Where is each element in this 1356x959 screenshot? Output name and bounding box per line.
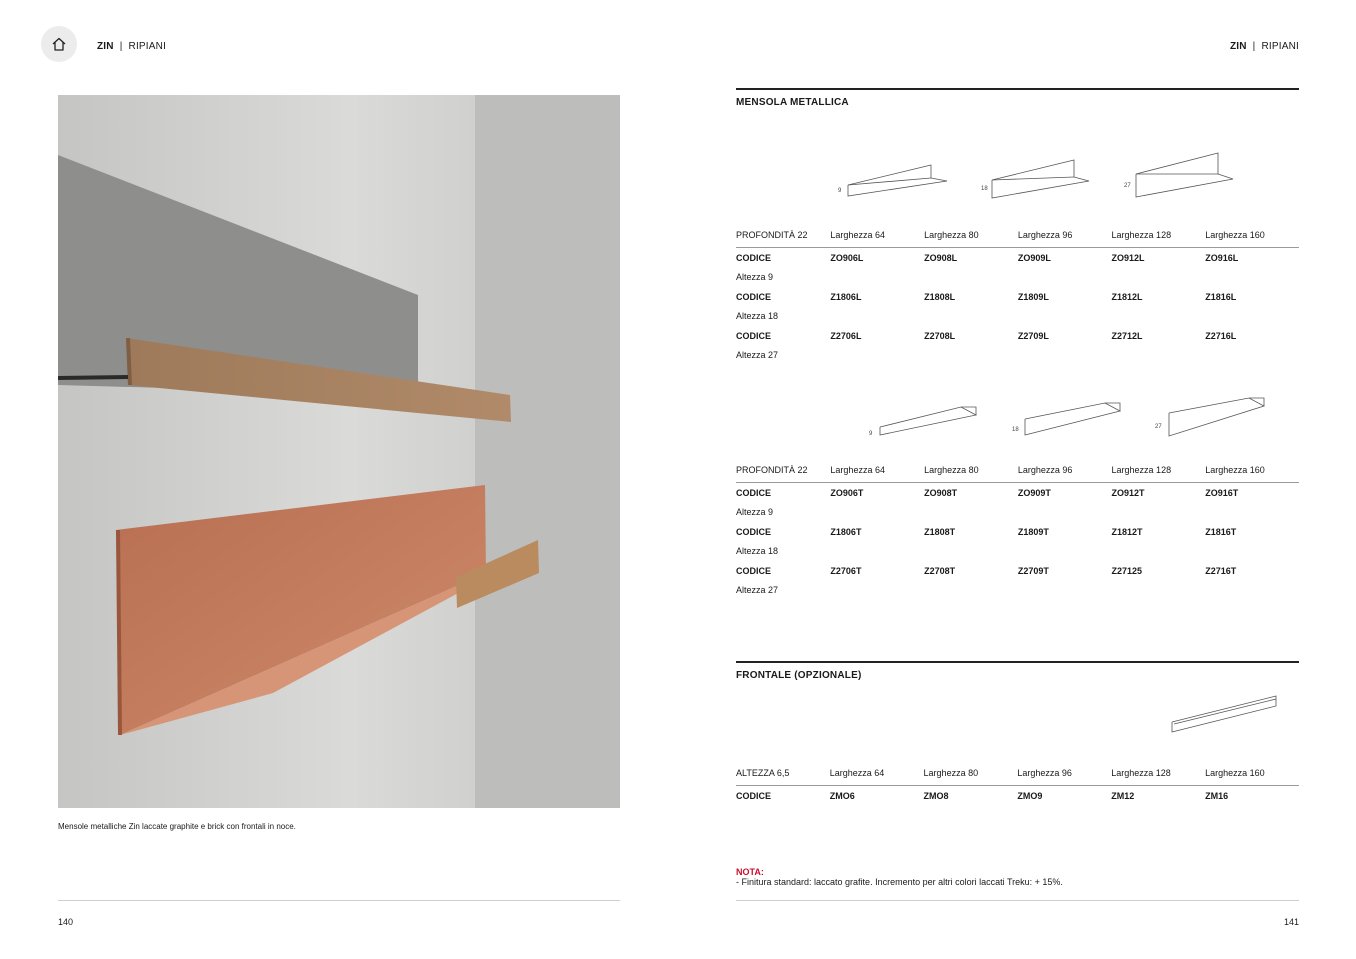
- product-photo: [58, 95, 620, 808]
- table-cell: Z2712L: [1111, 330, 1143, 341]
- table-cell: [1112, 581, 1206, 601]
- table-cell: Altezza 18: [736, 311, 779, 322]
- table-cell: ZO906L: [830, 252, 864, 263]
- breadcrumb-section: RIPIANI: [128, 41, 167, 52]
- table-cell: Z2708T: [924, 565, 956, 576]
- breadcrumb-right: ZIN | RIPIANI: [1229, 41, 1299, 52]
- table-cell: Z27125: [1111, 565, 1143, 576]
- table-cell: [924, 503, 1018, 523]
- page-number-right: 141: [1283, 917, 1299, 927]
- label-h18: 18: [981, 186, 988, 192]
- table-row: [736, 786, 1299, 806]
- table-cell: Z1809T: [1017, 526, 1049, 537]
- label-h9: 9: [838, 188, 842, 194]
- table-cell: Z1806T: [830, 526, 862, 537]
- table-header-row: [736, 465, 1299, 483]
- table-cell: [1205, 503, 1299, 523]
- table-cell: ZO908L: [924, 252, 958, 263]
- shelf-drawing-t18: [1012, 403, 1120, 435]
- header-cell: Larghezza 80: [924, 768, 1018, 786]
- table-cell: Altezza 9: [736, 507, 774, 518]
- table-cell: ZM12: [1111, 790, 1135, 801]
- shelf-drawings-row1: [835, 150, 1255, 205]
- table-cell: Z2709T: [1017, 565, 1049, 576]
- table-cell: [924, 542, 1018, 562]
- table-cell: [1018, 307, 1112, 327]
- home-icon: [51, 36, 67, 52]
- table-cell: [830, 503, 924, 523]
- shelf-drawing-h27: [1124, 153, 1233, 197]
- table-row: [736, 248, 1299, 268]
- table-row: [736, 561, 1299, 581]
- table-cell: ZO916L: [1205, 252, 1239, 263]
- header-cell: Larghezza 64: [830, 465, 924, 483]
- header-cell: PROFONDITÀ 22: [736, 465, 830, 483]
- table-cell: CODICE: [736, 252, 772, 263]
- header-cell: Larghezza 128: [1112, 230, 1206, 248]
- section-title-frontale: FRONTALE (OPZIONALE): [736, 670, 862, 681]
- table-cell: [1205, 346, 1299, 366]
- table-frontale: [736, 768, 1299, 806]
- table-row: [736, 503, 1299, 523]
- note-text: - Finitura standard: laccato grafite. Incremento per altri colori laccati Treku: + 15%.: [736, 877, 1063, 887]
- table-cell: [1018, 346, 1112, 366]
- table-cell: Z1816L: [1205, 291, 1237, 302]
- header-cell: ALTEZZA 6,5: [736, 768, 830, 786]
- table-row: [736, 581, 1299, 601]
- table-cell: [1112, 346, 1206, 366]
- header-cell: Larghezza 80: [924, 230, 1018, 248]
- table-cell: [1018, 503, 1112, 523]
- table-row: [736, 268, 1299, 288]
- table-cell: ZO909L: [1017, 252, 1051, 263]
- table-cell: Z2706T: [830, 565, 862, 576]
- table-cell: Z1808T: [924, 526, 956, 537]
- footer-divider-left: [58, 900, 620, 901]
- table-cell: Z1808L: [924, 291, 956, 302]
- table-cell: Altezza 27: [736, 585, 779, 596]
- table-cell: [830, 581, 924, 601]
- breadcrumb-brand: ZIN: [1229, 41, 1247, 52]
- header-cell: Larghezza 96: [1018, 465, 1112, 483]
- table-cell: ZMO6: [829, 790, 855, 801]
- shelves-illustration: [58, 95, 620, 808]
- table-cell: [924, 268, 1018, 288]
- table-cell: CODICE: [736, 526, 772, 537]
- table-cell: [1112, 307, 1206, 327]
- section-divider: [736, 88, 1299, 90]
- table-cell: CODICE: [736, 565, 772, 576]
- table-cell: Z2716L: [1205, 330, 1237, 341]
- table-cell: ZO906T: [830, 487, 864, 498]
- table-cell: CODICE: [736, 330, 772, 341]
- table-cell: ZO916T: [1205, 487, 1239, 498]
- table-cell: CODICE: [736, 291, 772, 302]
- table-cell: ZO909T: [1017, 487, 1051, 498]
- table-cell: ZMO8: [923, 790, 949, 801]
- table-row: [736, 483, 1299, 503]
- table-cell: [1018, 542, 1112, 562]
- header-cell: PROFONDITÀ 22: [736, 230, 830, 248]
- breadcrumb-brand: ZIN: [97, 41, 114, 52]
- table-mensola-t: [736, 465, 1299, 600]
- table-cell: [924, 346, 1018, 366]
- table-cell: [1018, 581, 1112, 601]
- note-block: [736, 867, 1063, 887]
- table-cell: ZO908T: [924, 487, 958, 498]
- header-cell: Larghezza 160: [1205, 465, 1299, 483]
- table-mensola-l: [736, 230, 1299, 365]
- table-cell: [1112, 542, 1206, 562]
- table-cell: Altezza 27: [736, 350, 779, 361]
- table-cell: Z1809L: [1017, 291, 1049, 302]
- table-cell: Z1806L: [830, 291, 862, 302]
- table-row: [736, 287, 1299, 307]
- table-cell: [924, 307, 1018, 327]
- shelf-drawing-h18: [981, 160, 1089, 198]
- note-label: NOTA:: [736, 867, 764, 877]
- breadcrumb-left: ZIN | RIPIANI: [97, 41, 167, 52]
- table-cell: [1205, 307, 1299, 327]
- shelf-drawing-t27: [1155, 398, 1264, 436]
- header-cell: Larghezza 96: [1018, 230, 1112, 248]
- table-header-row: [736, 768, 1299, 786]
- table-header-row: [736, 230, 1299, 248]
- table-cell: [1205, 268, 1299, 288]
- table-cell: [1018, 268, 1112, 288]
- section-divider: [736, 661, 1299, 663]
- header-cell: Larghezza 80: [924, 465, 1018, 483]
- header-cell: Larghezza 160: [1205, 768, 1299, 786]
- table-cell: [1112, 503, 1206, 523]
- table-cell: ZO912T: [1111, 487, 1145, 498]
- header-cell: Larghezza 128: [1112, 465, 1206, 483]
- table-cell: Z2708L: [924, 330, 956, 341]
- table-cell: CODICE: [736, 487, 772, 498]
- table-cell: CODICE: [736, 790, 772, 801]
- table-row: [736, 542, 1299, 562]
- home-button[interactable]: [41, 26, 77, 62]
- header-cell: Larghezza 128: [1111, 768, 1205, 786]
- table-cell: [830, 542, 924, 562]
- shelf-drawings-row2: [865, 393, 1275, 443]
- shelf-drawing-h9: [838, 165, 947, 196]
- header-cell: Larghezza 64: [830, 230, 924, 248]
- label-t18: 18: [1012, 427, 1019, 433]
- table-cell: Z2716T: [1205, 565, 1237, 576]
- header-cell: Larghezza 64: [830, 768, 924, 786]
- table-cell: [1112, 268, 1206, 288]
- table-cell: Altezza 9: [736, 272, 774, 283]
- table-cell: ZMO9: [1017, 790, 1043, 801]
- header-cell: Larghezza 96: [1017, 768, 1111, 786]
- table-cell: Altezza 18: [736, 546, 779, 557]
- table-cell: Z2709L: [1017, 330, 1049, 341]
- table-cell: ZO912L: [1111, 252, 1145, 263]
- table-row: [736, 522, 1299, 542]
- breadcrumb-section: RIPIANI: [1261, 41, 1299, 52]
- table-cell: [1205, 581, 1299, 601]
- page-number-left: 140: [58, 917, 74, 927]
- table-row: [736, 307, 1299, 327]
- photo-caption: Mensole metalliche Zin laccate graphite e brick con frontali in noce.: [58, 822, 296, 831]
- section-title-mensola: MENSOLA METALLICA: [736, 97, 849, 108]
- table-cell: ZM16: [1205, 790, 1229, 801]
- header-cell: Larghezza 160: [1205, 230, 1299, 248]
- table-cell: [830, 268, 924, 288]
- table-cell: Z1816T: [1205, 526, 1237, 537]
- table-cell: Z2706L: [830, 330, 862, 341]
- table-cell: Z1812L: [1111, 291, 1143, 302]
- label-t27: 27: [1155, 424, 1162, 430]
- label-t9: 9: [869, 431, 873, 437]
- table-row: [736, 346, 1299, 366]
- front-panel-drawing: [1168, 692, 1280, 736]
- label-h27: 27: [1124, 183, 1131, 189]
- table-row: [736, 326, 1299, 346]
- footer-divider-right: [736, 900, 1299, 901]
- table-cell: Z1812T: [1111, 526, 1143, 537]
- table-cell: [924, 581, 1018, 601]
- shelf-drawing-t9: [869, 407, 976, 437]
- table-cell: [830, 307, 924, 327]
- table-cell: [1205, 542, 1299, 562]
- table-cell: [830, 346, 924, 366]
